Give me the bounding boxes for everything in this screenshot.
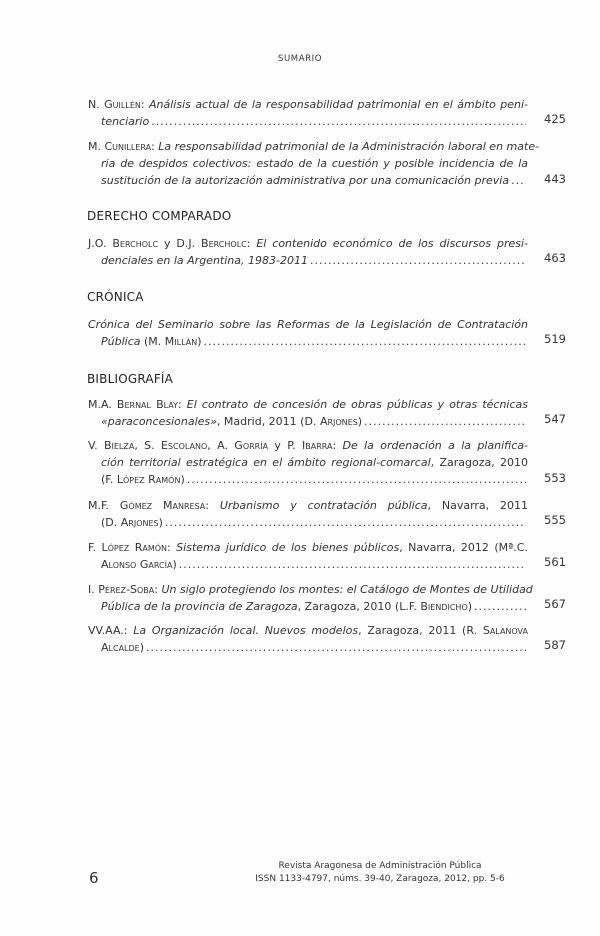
page-number: 463 [544, 251, 566, 265]
running-header: SUMARIO [277, 54, 323, 64]
page-number: 547 [544, 412, 566, 426]
toc-entry-line: N. Guillén: Análisis actual de la responsabilidad patrimonial en el ámbito peni- [88, 98, 528, 111]
toc-entry-line: Pública de la provincia de Zaragoza, Zaragoza, 2010 (L.F. Biendicho) ..... [88, 598, 528, 615]
toc-entry-line: Pública (M. Millán) ..... [88, 333, 528, 350]
toc-entry-line: F. López Ramón: Sistema jurídico de los bienes públicos, Navarra, 2012 (Mª.C. [88, 541, 528, 554]
toc-entry [88, 539, 528, 573]
toc-entry [88, 581, 533, 615]
toc-entry [88, 396, 528, 430]
toc-entry-line: Crónica del Seminario sobre las Reformas de la Legislación de Contratación [88, 318, 528, 331]
section-heading: DERECHO COMPARADO [87, 209, 232, 223]
footer-issn: ISSN 1133-4797, núms. 39-40, Zaragoza, 2012, pp. 5-6 [255, 874, 505, 884]
toc-entry [88, 622, 528, 656]
toc-entry [88, 96, 528, 130]
folio-number: 6 [89, 869, 99, 887]
page-number: 553 [544, 471, 566, 485]
toc-entry [88, 235, 528, 269]
footer [160, 860, 600, 886]
toc-entry-line: V. Bielza, S. Escolano, A. Gorría y P. Ibarra: De la ordenación a la planifica- [88, 439, 528, 452]
toc-entry-line: tenciario ..... [88, 113, 528, 130]
toc-entry-line: Alonso García) ..... [88, 556, 528, 573]
toc-entry-line: ria de despidos colectivos: estado de la cuestión y posible incidencia de la [101, 157, 528, 171]
toc-entry-line: I. Pérez-Soba: Un siglo protegiendo los montes: el Catálogo de Montes de Utilidad [88, 583, 533, 596]
toc-entry-line: «paraconcesionales», Madrid, 2011 (D. Arjones) ..... [88, 413, 528, 430]
page-number: 443 [544, 172, 566, 186]
section-heading: CRÓNICA [87, 290, 144, 304]
toc-entry-line: ción territorial estratégica en el ámbito regional-comarcal, Zaragoza, 2010 [101, 456, 528, 470]
page-number: 561 [544, 555, 566, 569]
footer-journal: Revista Aragonesa de Administración Pública [278, 861, 482, 871]
page-number: 425 [544, 112, 566, 126]
page-number: 519 [544, 332, 566, 346]
toc-entry-line: (D. Arjones) ..... [88, 514, 528, 531]
page-number: 587 [544, 638, 566, 652]
page-number: 555 [544, 513, 566, 527]
toc-entry-line: (F. López Ramón) ..... [88, 471, 528, 488]
toc-entry-line: M.F. Gómez Manresa: Urbanismo y contratación pública, Navarra, 2011 [88, 499, 529, 512]
toc-entry-line: denciales en la Argentina, 1983-2011 ..... [88, 252, 528, 269]
toc-entry-line: sustitución de la autorización administrativa por una comunicación previa ..... [88, 172, 528, 189]
toc-entry-line: M. Cunillera: La responsabilidad patrimonial de la Administración laboral en mate- [88, 140, 540, 153]
toc-entry-line: VV.AA.: La Organización local. Nuevos modelos, Zaragoza, 2011 (R. Salanova [88, 624, 528, 637]
page-number: 567 [544, 597, 566, 611]
toc-entry [88, 316, 528, 350]
toc-entry-line: M.A. Bernal Blay: El contrato de concesión de obras públicas y otras técnicas [88, 398, 529, 411]
toc-entry [88, 437, 528, 489]
toc-entry [88, 138, 540, 190]
section-heading: BIBLIOGRAFÍA [87, 372, 174, 386]
toc-entry-line: Alcalde) ..... [88, 639, 528, 656]
toc-entry [88, 497, 528, 531]
toc-entry-line: J.O. Bercholc y D.J. Bercholc: El contenido económico de los discursos presi- [88, 237, 528, 250]
